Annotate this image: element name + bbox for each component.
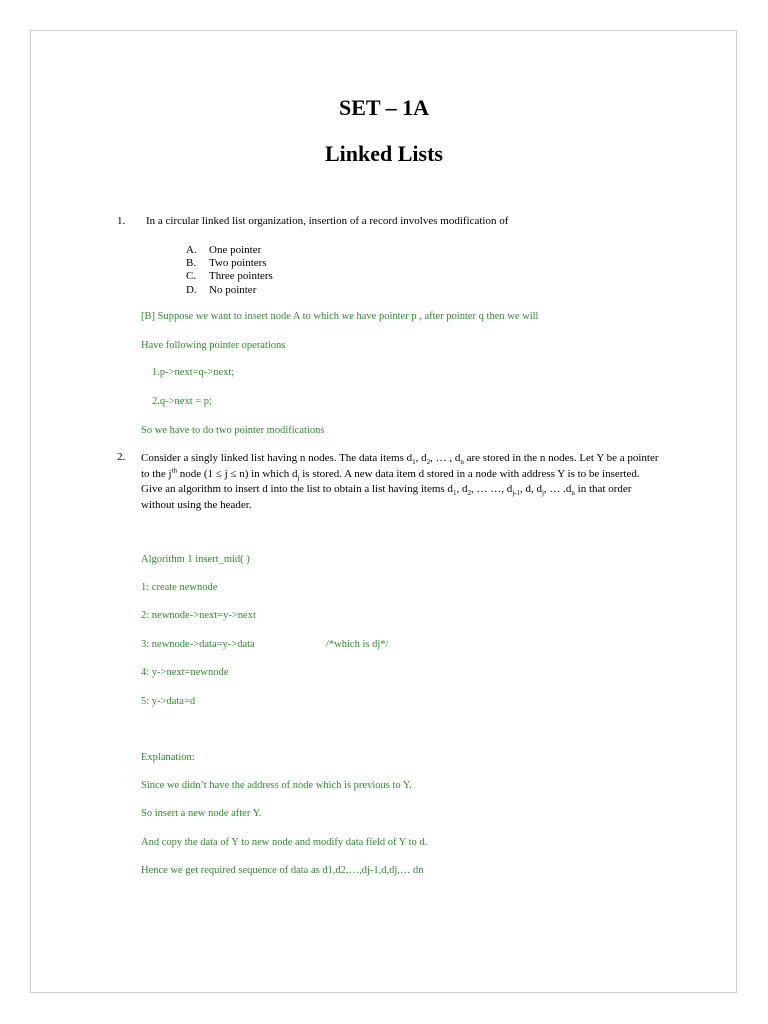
explanation-line-2: So insert a new node after Y.	[141, 808, 262, 819]
algorithm-step-5: 5: y->data=d	[141, 696, 196, 707]
q1-option-a-letter: A.	[186, 244, 197, 256]
q1-number: 1.	[117, 215, 126, 227]
topic-title: Linked Lists	[325, 141, 443, 166]
q2-line-4: without using the header.	[141, 498, 252, 511]
set-title: SET – 1A	[338, 95, 430, 120]
q2-line-2: to the $j^{th}$ node (1 ≤ j ≤ n) in which $d_j$ is stored. A new data item d stored in a node with address Y is to be inserted.	[141, 465, 640, 482]
q2-line-1: Consider a singly linked list having n nodes. The data items $d_1$, $d_2$, … , $d_n$ are stored in the n nodes. Let Y be a pointer	[141, 452, 659, 467]
explanation-line-3: And copy the data of Y to new node and modify data field of Y to d.	[141, 837, 428, 848]
q1-answer-line-4: 2.q->next = p;	[152, 396, 212, 407]
q2-number: 2.	[117, 451, 126, 463]
explanation-line-4: Hence we get required sequence of data as d1,d2,…,dj-1,d,dj,… dn	[141, 865, 424, 876]
q1-option-d-text: No pointer	[209, 284, 257, 296]
q1-answer-line-5: So we have to do two pointer modifications	[141, 425, 325, 436]
q1-option-a-text: One pointer	[209, 244, 262, 256]
q1-answer-line-2: Have following pointer operations	[141, 340, 286, 351]
algorithm-step-4: 4: y->next=newnode	[141, 667, 229, 678]
q1-option-b-letter: B.	[186, 257, 197, 269]
explanation-line-1: Since we didn’t have the address of node which is previous to Y.	[141, 780, 412, 791]
q1-text: In a circular linked list organization, insertion of a record involves modification of	[146, 215, 509, 227]
q1-answer-line-3: 1.p->next=q->next;	[152, 367, 235, 378]
q1-option-d-letter: D.	[186, 284, 197, 296]
q1-option-b-text: Two pointers	[209, 257, 267, 269]
q2-line-3: Give an algorithm to insert d into the list to obtain a list having items $d_1$, $d_2$, … …, $d_{j-1}$, d, $d_j$, … $.d_n$ in that order	[141, 483, 632, 498]
algorithm-step-3-comment: /*which is dj*/	[326, 639, 389, 650]
q2-text	[141, 451, 721, 513]
algorithm-step-1: 1: create newnode	[141, 582, 218, 593]
algorithm-title: Algorithm 1 insert_mid( )	[141, 554, 250, 565]
q1-answer-line-1: [B] Suppose we want to insert node A to which we have pointer p , after pointer q then we will	[141, 311, 539, 322]
q1-option-c-text: Three pointers	[209, 270, 273, 282]
q1-option-c-letter: C.	[186, 270, 197, 282]
algorithm-step-2: 2: newnode->next=y->next	[141, 610, 256, 621]
explanation-title: Explanation:	[141, 752, 195, 763]
algorithm-step-3: 3: newnode->data=y->data	[141, 639, 255, 650]
